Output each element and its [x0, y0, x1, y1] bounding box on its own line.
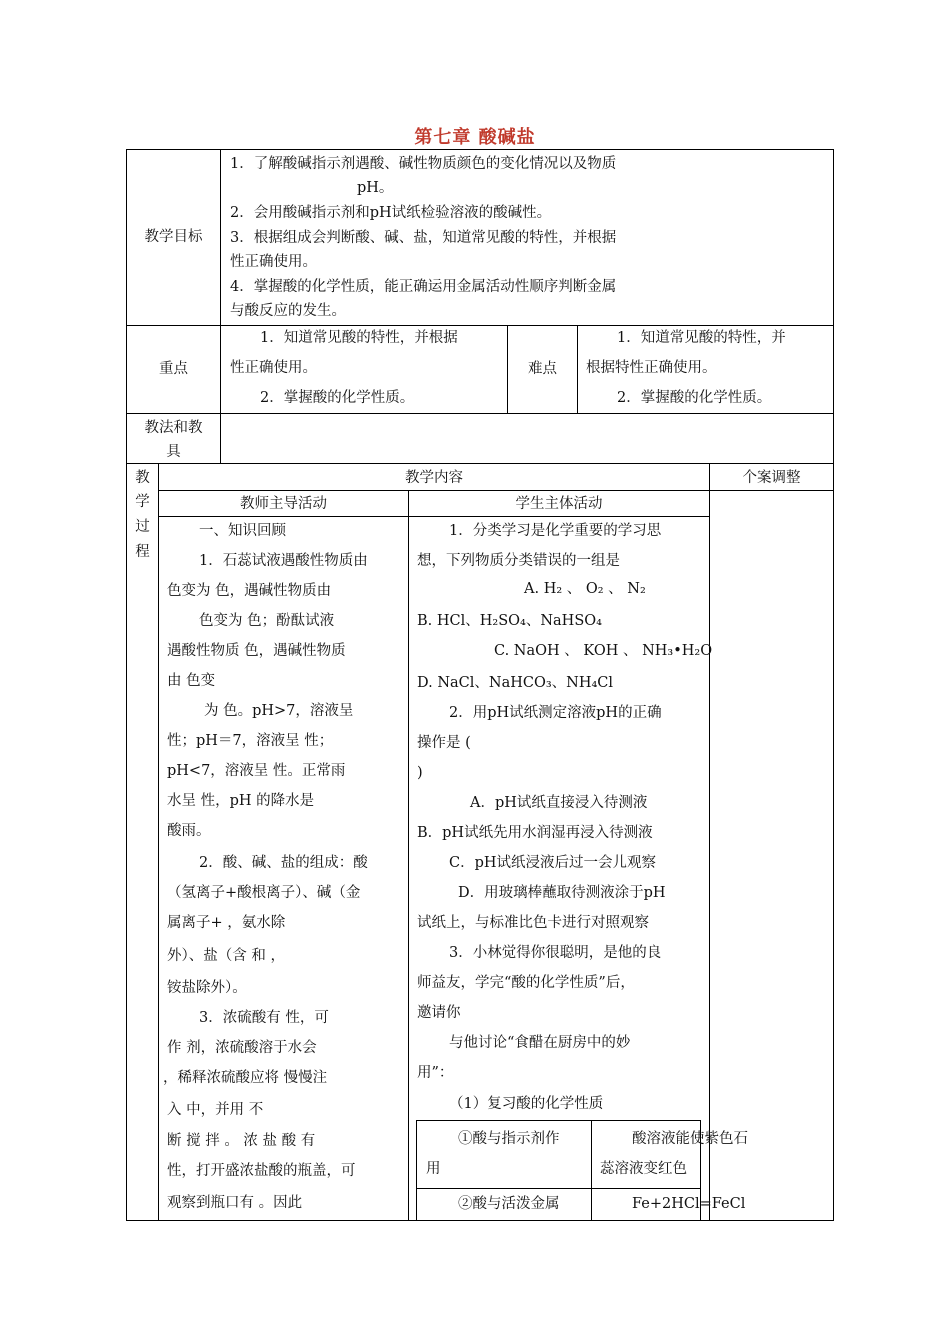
adjust-header: 个案调整: [742, 470, 801, 486]
teacher-line: 酸雨。: [167, 823, 211, 839]
process-label-char: 过: [135, 519, 150, 535]
teacher-line: 入 中，并用 不: [167, 1102, 264, 1118]
student-line: 试纸上，与标准比色卡进行对照观察: [417, 915, 649, 931]
teacher-line: 外）、盐（含 和 ，: [167, 948, 285, 964]
student-line: 1．分类学习是化学重要的学习思: [449, 523, 662, 539]
row-divider: [126, 463, 834, 464]
teacher-line: 性，打开盛浓盐酸的瓶盖，可: [167, 1163, 356, 1179]
process-label-char: 程: [135, 544, 150, 560]
methods-label-line: 具: [166, 444, 181, 460]
teacher-line: 断 搅 拌 。 浓 盐 酸 有: [167, 1133, 316, 1149]
student-line: 3．小林觉得你很聪明，是他的良: [449, 945, 662, 961]
key-point-line: 2．掌握酸的化学性质。: [260, 390, 415, 406]
key-point-line: 性正确使用。: [230, 360, 317, 376]
teacher-line: 色变为 色；酚酞试液: [199, 613, 335, 629]
teacher-line: 铵盐除外）。: [167, 980, 247, 996]
difficulty-line: 2．掌握酸的化学性质。: [617, 390, 772, 406]
teacher-line: 由 色变: [167, 673, 216, 689]
objective-line: 性正确使用。: [230, 254, 317, 270]
student-line: 邀请你: [417, 1005, 461, 1021]
table-left-border: [126, 149, 127, 1221]
column-divider: [577, 325, 578, 414]
student-line: （1）复习酸的化学性质: [449, 1096, 604, 1112]
difficulties-label: 难点: [528, 361, 557, 377]
objective-line: pH。: [357, 180, 394, 196]
column-divider: [408, 490, 409, 1221]
teacher-line: 遇酸性物质 色，遇碱性物质: [167, 643, 346, 659]
process-label-char: 学: [135, 494, 150, 510]
objective-line: 4．掌握酸的化学性质，能正确运用金属活动性顺序判断金属: [230, 279, 617, 295]
student-line: B. HCl、H₂SO₄、NaHSO₄: [417, 613, 602, 629]
inner-example-text: 蕊溶液变红色: [600, 1161, 687, 1177]
key-point-line: 1．知道常见酸的特性，并根据: [260, 330, 458, 346]
inner-example-text: 酸溶液能使紫色石: [632, 1131, 748, 1147]
key-points-label: 重点: [159, 361, 188, 377]
student-line: A．pH试纸直接浸入待测液: [470, 795, 648, 811]
inner-example-text: Fe+2HCl=FeCl: [632, 1196, 746, 1212]
page-title: 第七章 酸碱盐: [414, 127, 536, 148]
student-line: C．pH试纸浸液后过一会儿观察: [449, 855, 657, 871]
teacher-line: （氢离子+酸根离子）、碱（金: [167, 885, 361, 901]
methods-label-line: 教法和教: [144, 420, 203, 436]
column-divider: [709, 463, 710, 1221]
row-divider: [158, 516, 709, 517]
teacher-line: 性；pH＝7，溶液呈 性；: [167, 733, 334, 749]
inner-property-text: 用: [426, 1161, 441, 1177]
inner-property-text: ②酸与活泼金属: [458, 1196, 560, 1212]
table-top-border: [126, 149, 834, 150]
inner-table-border: [416, 1120, 701, 1121]
student-line: 操作是 (: [417, 735, 471, 751]
teacher-line: 2．酸、碱、盐的组成：酸: [199, 855, 368, 871]
table-bottom-border: [126, 1220, 834, 1221]
row-divider: [126, 325, 834, 326]
inner-property-text: ①酸与指示剂作: [458, 1131, 560, 1147]
teacher-line: 作 剂，浓硫酸溶于水会: [167, 1040, 317, 1056]
student-line: A. H₂ 、 O₂ 、 N₂: [524, 581, 646, 597]
inner-table-border: [416, 1120, 417, 1221]
table-right-border: [833, 149, 834, 1221]
student-line: ): [417, 765, 423, 781]
student-line: B．pH试纸先用水润湿再浸入待测液: [417, 825, 653, 841]
teacher-line: 3．浓硫酸有 性，可: [199, 1010, 329, 1026]
teacher-line: 属离子+ ，氨水除: [167, 915, 286, 931]
student-line: 师益友，学完“酸的化学性质”后，: [417, 975, 635, 991]
teacher-line: 水呈 性，pH 的降水是: [167, 793, 315, 809]
teacher-line: 观察到瓶口有 。因此: [167, 1195, 303, 1211]
student-line: D．用玻璃棒蘸取待测液涂于pH: [458, 885, 666, 901]
teacher-line: 色变为 色，遇碱性物质由: [167, 583, 332, 599]
student-line: 用”：: [417, 1065, 454, 1081]
teacher-line: 一、知识回顾: [199, 523, 286, 539]
row-divider: [126, 413, 834, 414]
objective-line: 1．了解酸碱指示剂遇酸、碱性物质颜色的变化情况以及物质: [230, 156, 617, 172]
student-line: 与他讨论“食醋在厨房中的妙: [449, 1035, 631, 1051]
objective-line: 2．会用酸碱指示剂和pH试纸检验溶液的酸碱性。: [230, 205, 552, 221]
column-divider: [158, 463, 159, 1221]
teacher-line: pH<7，溶液呈 性。正常雨: [167, 763, 346, 779]
objectives-label: 教学目标: [144, 229, 203, 245]
student-line: D. NaCl、NaHCO₃、NH₄Cl: [417, 675, 614, 691]
objective-line: 3．根据组成会判断酸、碱、盐，知道常见酸的特性，并根据: [230, 230, 617, 246]
teacher-line: 1．石蕊试液遇酸性物质由: [199, 553, 368, 569]
column-divider: [220, 149, 221, 464]
teacher-line: ，稀释浓硫酸应将 慢慢注: [163, 1070, 328, 1086]
row-divider: [158, 490, 834, 491]
content-header: 教学内容: [405, 470, 463, 486]
difficulty-line: 根据特性正确使用。: [586, 360, 717, 376]
teacher-header: 教师主导活动: [240, 496, 327, 512]
student-line: 2．用pH试纸测定溶液pH的正确: [449, 705, 662, 721]
objective-line: 与酸反应的发生。: [230, 303, 346, 319]
inner-table-border: [416, 1188, 701, 1189]
student-header: 学生主体活动: [515, 496, 603, 512]
student-line: C. NaOH 、 KOH 、 NH₃•H₂O: [494, 643, 713, 659]
student-line: 想，下列物质分类错误的一组是: [417, 553, 620, 569]
teacher-line: 为 色。pH>7，溶液呈: [204, 703, 354, 719]
process-label-char: 教: [135, 470, 150, 486]
difficulty-line: 1．知道常见酸的特性，并: [617, 330, 786, 346]
inner-table-border: [591, 1120, 592, 1221]
